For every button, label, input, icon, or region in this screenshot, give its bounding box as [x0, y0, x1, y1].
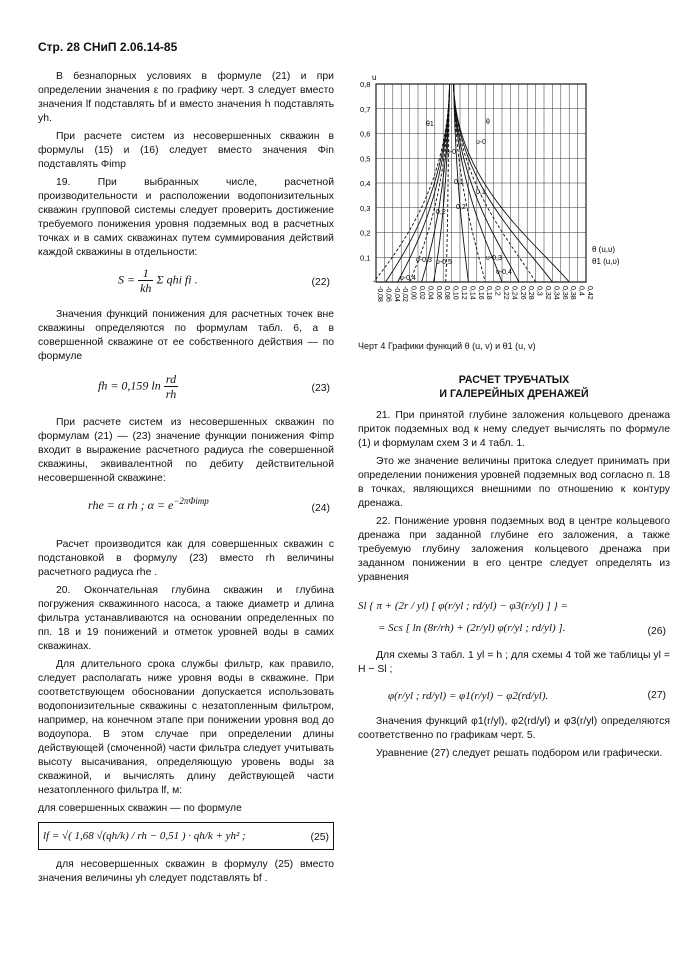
paragraph: для совершенных скважин — по формуле	[38, 803, 242, 814]
curve-label: υ-0,3	[416, 257, 432, 264]
paragraph: Расчет производится как для совершенных скважин с подстановкой в формулу (23) вместо rh величины расчетного радиуса rhe .	[38, 539, 334, 578]
x-tick-label: -0,06	[384, 286, 392, 302]
paragraph: Для длительного срока службы фильтр, как правило, следует располагать ниже уровня воды в скважине. При соответствующем обосновании допускается использовать водопонизительные скважины с незатопленным фильтром, например, на конечном этапе при понижении уровня вод до водоупора. В этом случае при определении длины действующей (смоченной) части фильтра следует учитывать высоту высачивания, определяющую уровень воды за скважиной, и вычислять длину действующей части незатопленного фильтра lf, м:	[38, 659, 334, 796]
y-tick-label: 0,7	[360, 104, 371, 114]
paragraph: 21. При принятой глубине заложения кольцевого дренажа приток подземных вод к нему следует вычислять по формуле (1) и формулам схем 3 и 4 табл. 1.	[358, 410, 670, 449]
y-axis-label: u	[372, 73, 377, 82]
curve-label: υ-0,3	[486, 255, 502, 262]
y-tick-label: 0,4	[360, 179, 371, 188]
paragraph: Уравнение (27) следует решать подбором или графически.	[376, 748, 663, 759]
legend-entry: θ1 (u,υ)	[592, 257, 620, 266]
curve-label: θ	[486, 119, 490, 126]
curve-label: υ-0	[446, 149, 457, 156]
x-tick-label: 0,32	[544, 286, 551, 300]
paragraph: Значения функций понижения для расчетных точек вне скважины определяются по формулам табл. 6, а в совершенной скважине от ее собственного действия — по формуле	[38, 309, 334, 362]
formula-26: Sl { π + (2r / yl) [ φ(r/yl ; rd/yl) − φ3(r/yl) ] } = = Scs [ ln (8r/rh) + (2r/yl) φ(r/yl ; rd/yl) ]. (26)	[358, 600, 666, 637]
x-tick-label: 0,4	[577, 286, 585, 296]
y-tick-label: 0,1	[360, 253, 371, 263]
x-tick-label: 0,12	[460, 286, 467, 300]
x-tick-label: -0,02	[401, 286, 409, 302]
x-tick-label: 0,18	[485, 286, 493, 300]
paragraph: При расчете систем из несовершенных скважин по формулам (21) — (23) значение функции понижения Φimp входит в выражение расчетного радиуса rhe совершенной скважины, эквивалентной по дебиту действительной несовершенной скважине:	[38, 417, 334, 484]
paragraph: 19. При выбранных числе, расчетной производительности и расположении водопонизительных скважин групповой системы следует проверить достижение требуемого понижения уровня подземных вод в расчетных точках и в самих скважинах путем суммирования действий каждой скважины в отдельности:	[38, 177, 334, 258]
curve-label: 0,1	[476, 189, 486, 196]
x-tick-label: -0,04	[392, 286, 400, 302]
x-tick-label: 0,38	[569, 286, 577, 300]
chart-figure	[358, 70, 670, 332]
section-title: И ГАЛЕРЕЙНЫХ ДРЕНАЖЕЙ	[439, 388, 589, 400]
formula-23: fh = 0,159 ln $\frac{rd}{rh}$ (23)	[98, 372, 330, 401]
x-tick-label: 0,10	[451, 286, 459, 300]
curve-label: υ-0,4	[400, 275, 416, 282]
curve-label: υ-0,5	[436, 259, 452, 266]
x-tick-label: 0,26	[518, 286, 526, 300]
x-tick-label: -0,08	[376, 286, 383, 302]
curve-label: υ-0	[476, 139, 487, 146]
paragraph: Это же значение величины притока следует принимать при определении понижения уровней подземных вод согласно п. 18 в точках, являющихся внешними по отношению к контуру дренажа.	[358, 456, 670, 509]
y-tick-label: 0,2	[360, 228, 371, 238]
left-column	[38, 70, 334, 890]
x-tick-label: 0,14	[468, 286, 476, 300]
y-tick-label: 0,5	[360, 154, 371, 164]
x-tick-label: 0,3	[535, 286, 543, 296]
x-tick-label: 0,2	[493, 286, 501, 296]
paragraph: Для схемы 3 табл. 1 yl = h ; для схемы 4 той же таблицы yl = H − Sl ;	[358, 650, 670, 675]
x-tick-label: 0,00	[409, 286, 417, 300]
paragraph: При расчете систем из несовершенных скважин в формулы (15) и (16) следует вместо значения Φin подставлять Φimp	[38, 131, 334, 170]
formula-24: rhe = α rh ; $\alpha = e^{-2\pi\Phi imp}$ (24)	[88, 496, 330, 514]
paragraph: 22. Понижение уровня подземных вод в центре кольцевого дренажа при заданной глубине его заложения, а также требуемую глубину заложения кольцевого дренажа при заданном понижении в его центре следует определять из уравнения	[358, 516, 670, 583]
y-tick-label: 0,8	[360, 80, 371, 89]
formula-22: S = $\frac{1}{kh}$ Σ qhi fi . (22)	[118, 266, 330, 295]
x-tick-label: 0,02	[418, 286, 425, 300]
formula-27: φ(r/yl ; rd/yl) = φ1(r/yl) − φ2(rd/yl). (27)	[388, 690, 666, 702]
x-tick-label: 0,06	[434, 286, 442, 300]
paragraph: для несовершенных скважин в формулу (25) вместо значения величины yh следует подставлять bf .	[38, 859, 334, 884]
x-tick-label: 0,34	[552, 286, 560, 300]
paragraph: Значения функций φ1(r/yl), φ2(rd/yl) и φ3(r/yl) определяются соответственно по графикам черт. 5.	[358, 716, 670, 741]
x-tick-label: 0,04	[426, 286, 434, 300]
x-tick-label: 0,42	[586, 286, 593, 300]
curve-label: υ-0,4	[496, 269, 512, 276]
x-tick-label: 0,16	[476, 286, 484, 300]
curve-label: 0,2	[456, 204, 466, 211]
chart-caption: Черт 4 Графики функций θ (u, v) и θ1 (u, v)	[358, 341, 536, 351]
curve-label: θ1	[426, 121, 434, 128]
formula-25: lf = √( 1,68 √(qh/k) / rh − 0,51 ) · qh/k + yh² ; (25)	[38, 822, 334, 850]
paragraph: В безнапорных условиях в формуле (21) и при определении значения ε по графику черт. 3 следует вместо значения lf подставлять bf и вместо значения h подставлять yh.	[38, 71, 334, 124]
x-tick-label: 0,08	[443, 286, 451, 300]
curve-label: 0,1	[454, 179, 464, 186]
curve-label: 0,2	[436, 209, 446, 216]
x-tick-label: 0,28	[527, 286, 535, 300]
right-column	[358, 70, 670, 765]
x-tick-label: 0,36	[560, 286, 568, 300]
y-tick-label: 0,3	[360, 203, 371, 213]
page-header: Стр. 28 СНиП 2.06.14-85	[38, 40, 178, 54]
legend-entry: θ (u,υ)	[592, 245, 616, 254]
y-tick-label: 0,6	[360, 129, 371, 139]
section-title: РАСЧЕТ ТРУБЧАТЫХ	[458, 374, 570, 386]
x-tick-label: 0,22	[502, 286, 509, 300]
x-tick-label: 0,24	[510, 286, 518, 300]
paragraph: 20. Окончательная глубина скважин и глубина погружения скважинного насоса, а также диаметр и длина фильтра устанавливаются на основании определенных по пп. 18 и 19 понижений и отметок уровней воды в самих скважинах.	[38, 585, 334, 652]
